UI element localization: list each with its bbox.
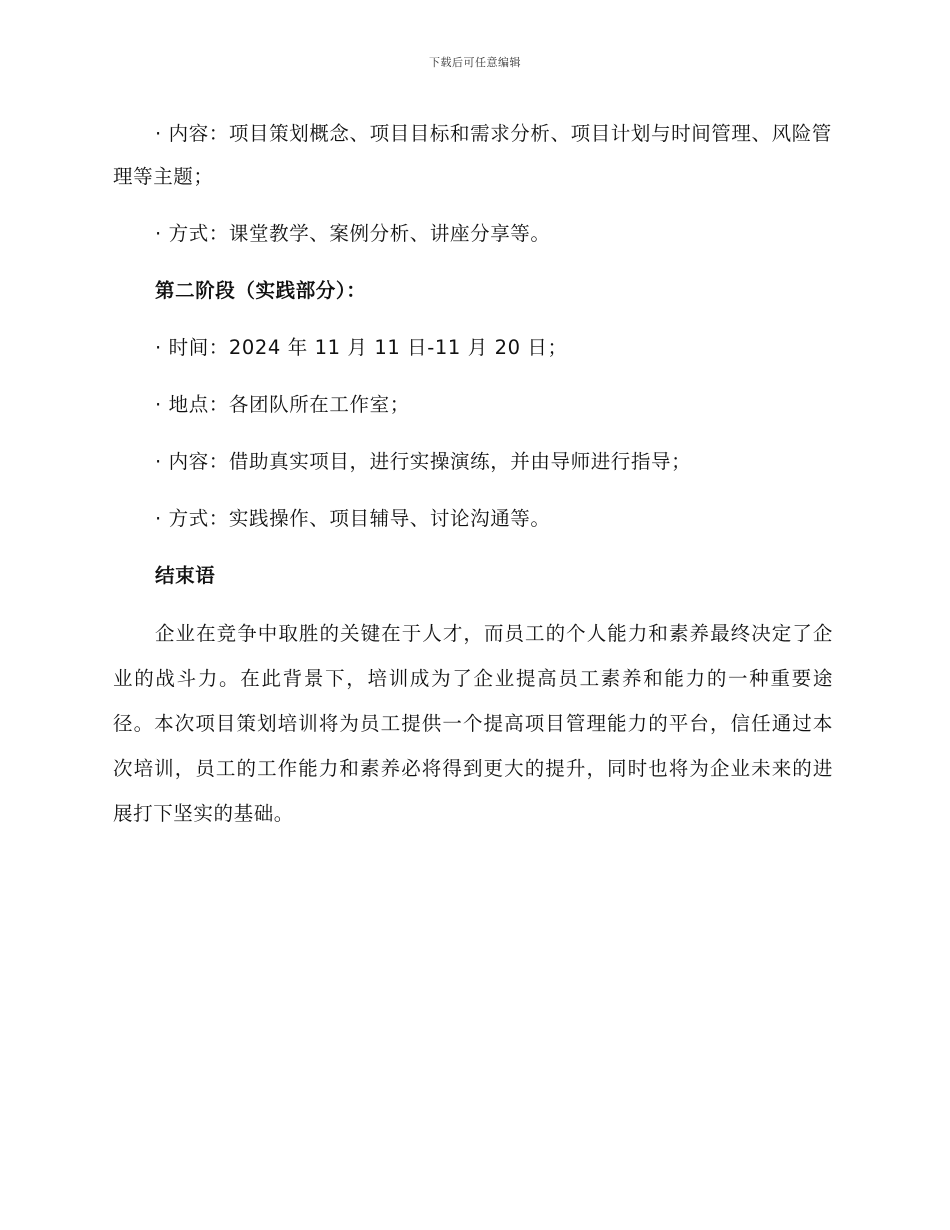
stage1-method-item: · 方式：课堂教学、案例分析、讲座分享等。 <box>155 222 551 245</box>
stage1-content-item: · 内容：项目策划概念、项目目标和需求分析、项目计划与时间管理、风险管理等主题； <box>113 122 832 188</box>
stage2-heading: 第二阶段（实践部分）： <box>155 279 367 302</box>
stage2-time-item: · 时间：2024 年 11 月 11 日-11 月 20 日； <box>155 336 568 359</box>
stage2-place-item: · 地点：各团队所在工作室； <box>155 393 410 416</box>
stage2-method-item: · 方式：实践操作、项目辅导、讨论沟通等。 <box>155 507 551 530</box>
document-body <box>113 112 833 850</box>
stage2-content-item: · 内容：借助真实项目，进行实操演练，并由导师进行指导； <box>155 450 692 473</box>
conclusion-paragraph: 企业在竞争中取胜的关键在于人才，而员工的个人能力和素养最终决定了企业的战斗力。在此背景下，培训成为了企业提高员工素养和能力的一种重要途径。本次项目策划培训将为员工提供一个提高项目管理能力的平台，信任通过本次培训，员工的工作能力和素养必将得到更大的提升，同时也将为企业未来的进展打下坚实的基础。 <box>113 622 833 825</box>
conclusion-heading: 结束语 <box>155 564 216 587</box>
header-note: 下载后可任意编辑 <box>429 56 521 69</box>
